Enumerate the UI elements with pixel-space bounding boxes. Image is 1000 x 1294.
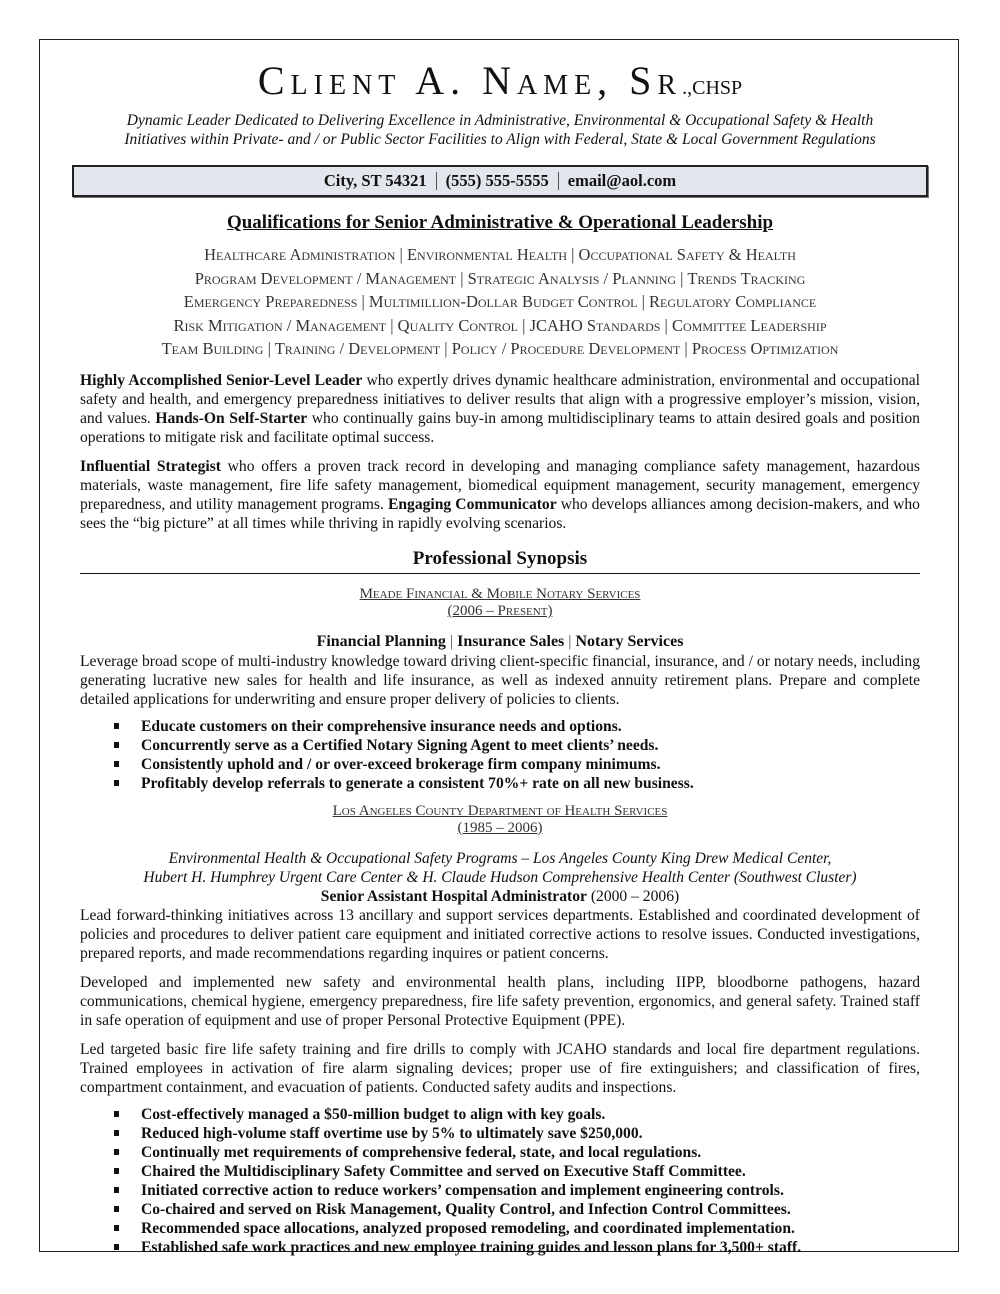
achievement-item bbox=[114, 1124, 920, 1143]
achievement-item bbox=[114, 1181, 920, 1200]
credential-suffix: .,CHSP bbox=[682, 77, 743, 99]
skills-line: Healthcare Administration | Environmental Health | Occupational Safety & Health bbox=[204, 245, 796, 264]
achievement-item bbox=[114, 1200, 920, 1219]
contact-location: City, ST 54321 bbox=[323, 171, 427, 190]
achievement-item bbox=[114, 1162, 920, 1181]
achievement-text: Established safe work practices and new employee training guides and lesson plans for 3,500+ staff. bbox=[141, 1238, 802, 1256]
achievement-text: Profitably develop referrals to generate a consistent 70%+ rate on all new business. bbox=[141, 774, 694, 792]
summary-text: who offers a proven track record in developing and managing compliance safety management, hazardous materials, waste management, fire life safety management, biomedical equipment management, security management, emergency preparedness, and utility management programs. bbox=[80, 457, 920, 513]
programs-line-2: Hubert H. Humphrey Urgent Care Center & H. Claude Hudson Comprehensive Health Center (Southwest Cluster) bbox=[143, 868, 857, 886]
achievement-item bbox=[114, 1143, 920, 1162]
achievement-item bbox=[114, 1238, 920, 1257]
tagline-line-1: Dynamic Leader Dedicated to Delivering Excellence in Administrative, Environmental & Occupational Safety & Health bbox=[126, 112, 874, 129]
synopsis-heading: Professional Synopsis bbox=[80, 547, 920, 574]
contact-bar bbox=[72, 165, 928, 197]
job-focus-areas bbox=[80, 632, 920, 652]
achievement-item bbox=[114, 736, 920, 755]
achievement-text: Concurrently serve as a Certified Notary Signing Agent to meet clients’ needs. bbox=[141, 736, 659, 754]
square-bullet-icon bbox=[114, 723, 119, 729]
skills-list bbox=[80, 243, 920, 361]
square-bullet-icon bbox=[114, 1130, 119, 1136]
employer-name: Meade Financial & Mobile Notary Services bbox=[359, 585, 641, 602]
focus-area: Insurance Sales bbox=[457, 632, 565, 650]
resume-content bbox=[80, 58, 920, 1257]
achievement-text: Consistently uphold and / or over-exceed brokerage firm company minimums. bbox=[141, 755, 661, 773]
achievement-item bbox=[114, 1105, 920, 1124]
job-paragraph: Developed and implemented new safety and environmental health plans, including IIPP, bloodborne pathogens, hazard communications, chemical hygiene, emergency preparedness, fire life safety prevention, ergonomics, and general safety. Trained staff in safe operation of equipment and use of proper Personal Protective Equipment (PPE). bbox=[80, 973, 920, 1029]
achievement-item bbox=[114, 717, 920, 736]
skills-line: Emergency Preparedness | Multimillion-Dollar Budget Control | Regulatory Compliance bbox=[183, 292, 817, 312]
achievement-text: Reduced high-volume staff overtime use by 5% to ultimately save $250,000. bbox=[141, 1124, 643, 1142]
achievement-text: Educate customers on their comprehensive insurance needs and options. bbox=[141, 717, 622, 735]
square-bullet-icon bbox=[114, 1168, 119, 1174]
summary-paragraph-2 bbox=[80, 457, 920, 533]
achievement-item bbox=[114, 755, 920, 774]
summary-keyphrase: Hands-On Self-Starter bbox=[155, 409, 308, 427]
programs-line-1: Environmental Health & Occupational Safety Programs – Los Angeles County King Drew Medical Center, bbox=[168, 849, 832, 867]
employment-dates: (1985 – 2006) bbox=[457, 819, 543, 836]
square-bullet-icon bbox=[114, 1111, 119, 1117]
square-bullet-icon bbox=[114, 1244, 119, 1250]
tagline-line-2: Initiatives within Private- and / or Public Sector Facilities to Align with Federal, State & Local Government Regulations bbox=[124, 131, 876, 148]
job-entry bbox=[80, 803, 920, 1257]
contact-phone: (555) 555-5555 bbox=[445, 171, 549, 190]
achievement-list bbox=[80, 717, 920, 793]
square-bullet-icon bbox=[114, 1206, 119, 1212]
employer-name: Los Angeles County Department of Health Services bbox=[332, 802, 668, 819]
separator bbox=[558, 172, 559, 190]
achievement-item bbox=[114, 774, 920, 793]
skills-line: Team Building | Training / Development | Policy / Procedure Development | Process Optimization bbox=[161, 339, 839, 359]
focus-area: Financial Planning bbox=[316, 632, 446, 650]
job-paragraph: Led targeted basic fire life safety training and fire drills to comply with JCAHO standards and local fire department regulations. Trained employees in activation of fire alarm signaling devices; proper use of fire extinguishers; and classification of fires, compartment containment, and evacuation of patients. Conducted safety audits and inspections. bbox=[80, 1040, 920, 1096]
achievement-text: Chaired the Multidisciplinary Safety Committee and served on Executive Staff Committee. bbox=[141, 1162, 746, 1180]
skills-line: Risk Mitigation / Management | Quality Control | JCAHO Standards | Committee Leadership bbox=[173, 315, 827, 335]
summary-keyphrase: Influential Strategist bbox=[80, 457, 221, 475]
achievement-text: Cost-effectively managed a $50-million budget to align with key goals. bbox=[141, 1105, 606, 1123]
achievement-item bbox=[114, 1219, 920, 1238]
square-bullet-icon bbox=[114, 742, 119, 748]
achievement-text: Initiated corrective action to reduce workers’ compensation and implement engineering controls. bbox=[141, 1181, 784, 1199]
square-bullet-icon bbox=[114, 761, 119, 767]
job-description: Leverage broad scope of multi-industry knowledge toward driving client-specific financial, insurance, and / or notary needs, including generating lucrative new sales for health and life insurance, as well as indexed annuity retirement plans. Prepare and complete detailed applications for underwriting and ensure proper delivery of policies to clients. bbox=[80, 652, 920, 708]
square-bullet-icon bbox=[114, 1187, 119, 1193]
name-text: Client A. Name, Sr bbox=[257, 58, 683, 103]
summary-text: who continually gains buy-in among multidisciplinary teams to attain desired goals and position operations to mitigate risk and facilitate optimal success. bbox=[80, 409, 920, 446]
candidate-name bbox=[80, 58, 920, 111]
summary-paragraph-1 bbox=[80, 371, 920, 447]
qualifications-heading: Qualifications for Senior Administrative & Operational Leadership bbox=[226, 212, 774, 233]
square-bullet-icon bbox=[114, 1225, 119, 1231]
achievement-list bbox=[80, 1105, 920, 1257]
job-entry bbox=[80, 586, 920, 793]
square-bullet-icon bbox=[114, 780, 119, 786]
square-bullet-icon bbox=[114, 1149, 119, 1155]
job-title: Senior Assistant Hospital Administrator bbox=[320, 887, 587, 905]
focus-area: Notary Services bbox=[575, 632, 684, 650]
achievement-text: Recommended space allocations, analyzed proposed remodeling, and coordinated implementation. bbox=[141, 1219, 795, 1237]
job-title-line bbox=[80, 887, 920, 906]
separator bbox=[436, 172, 437, 190]
achievement-text: Continually met requirements of comprehensive federal, state, and local regulations. bbox=[141, 1143, 702, 1161]
contact-email: email@aol.com bbox=[567, 171, 677, 190]
skills-line: Program Development / Management | Strategic Analysis / Planning | Trends Tracking bbox=[194, 268, 806, 288]
summary-text: who develops alliances among decision-makers, and who sees the “big picture” at all times while thriving in rapidly evolving scenarios. bbox=[80, 495, 920, 532]
summary-text: who expertly drives dynamic healthcare administration, environmental and occupational safety and health, and emergency preparedness initiatives to deliver results that align with a progressive employer’s mission, vision, and values. bbox=[80, 371, 920, 427]
job-paragraph: Lead forward-thinking initiatives across 13 ancillary and support services departments. Established and coordinated development of policies and procedures to deliver patient care equipment and initiated corrective actions to resolve issues. Conducted investigations, prepared reports, and made recommendations regarding inquires or patient concerns. bbox=[80, 906, 920, 962]
achievement-text: Co-chaired and served on Risk Management, Quality Control, and Infection Control Committees. bbox=[141, 1200, 791, 1218]
separator: | bbox=[568, 632, 572, 650]
separator: | bbox=[449, 632, 454, 650]
summary-keyphrase: Highly Accomplished Senior-Level Leader bbox=[80, 371, 363, 389]
employment-dates: (2006 – Present) bbox=[447, 602, 553, 619]
summary-keyphrase: Engaging Communicator bbox=[387, 495, 557, 513]
job-title-dates: (2000 – 2006) bbox=[586, 887, 680, 905]
